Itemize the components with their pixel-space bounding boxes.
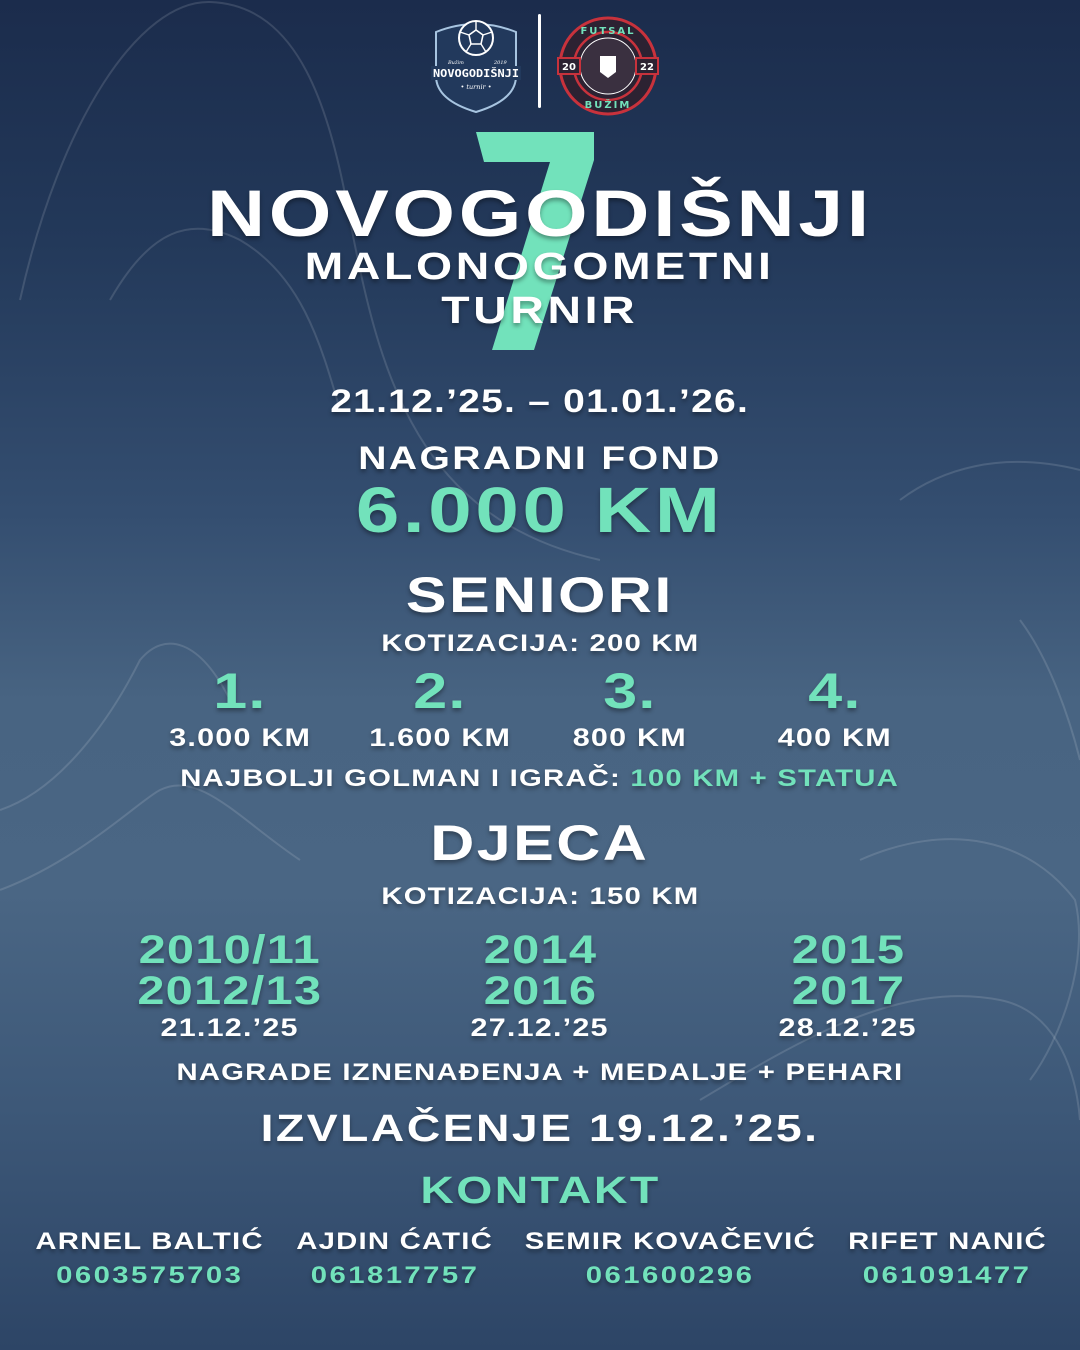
prize-fund-value: 6.000 KM xyxy=(356,474,724,546)
place-amount: 400 KM xyxy=(777,724,893,752)
contact-name: SEMIR KOVAČEVIĆ xyxy=(524,1228,816,1255)
group-date: 21.12.’25 xyxy=(160,1014,300,1042)
best-award-value: 100 KM + STATUA xyxy=(630,765,900,792)
seniors-prizes xyxy=(0,662,1080,762)
place-amount: 1.600 KM xyxy=(368,724,511,752)
kids-fee: KOTIZACIJA: 150 KM xyxy=(380,883,700,910)
group-date: 27.12.’25 xyxy=(470,1014,610,1042)
contact-phone[interactable]: 061600296 xyxy=(585,1262,755,1289)
kids-prizes: NAGRADE IZNENAĐENJA + MEDALJE + PEHARI xyxy=(176,1059,904,1086)
svg-text:22: 22 xyxy=(640,62,654,73)
group-years: 2010/11 xyxy=(138,928,322,972)
prize-fund-label: NAGRADNI FOND xyxy=(358,440,722,476)
futsal-buzim-logo-icon xyxy=(556,14,660,118)
svg-text:2019: 2019 xyxy=(494,60,507,66)
contact-person xyxy=(30,1226,270,1292)
svg-text:NOVOGODIŠNJI: NOVOGODIŠNJI xyxy=(433,67,519,80)
kids-title: DJECA xyxy=(430,815,650,871)
place-amount: 3.000 KM xyxy=(168,724,311,752)
svg-text:20: 20 xyxy=(562,62,576,73)
tournament-dates: 21.12.’25. – 01.01.’26. xyxy=(330,383,750,419)
group-date: 28.12.’25 xyxy=(778,1014,918,1042)
age-group xyxy=(120,930,340,1044)
place-rank: 1. xyxy=(213,663,267,719)
place-4 xyxy=(740,662,930,754)
group-years: 2012/13 xyxy=(137,969,323,1013)
place-2 xyxy=(340,662,540,754)
contact-name: ARNEL BALTIĆ xyxy=(35,1228,265,1255)
seniors-title: SENIORI xyxy=(406,567,674,623)
age-group xyxy=(748,930,948,1044)
svg-text:BUŽIM: BUŽIM xyxy=(584,100,632,111)
place-rank: 2. xyxy=(413,663,467,719)
best-player-award xyxy=(0,763,1080,795)
title-main: NOVOGODIŠNJI xyxy=(207,176,873,250)
place-1 xyxy=(140,662,340,754)
svg-text:FUTSAL: FUTSAL xyxy=(580,26,636,37)
novogodisnji-turnir-logo-icon xyxy=(426,14,526,114)
group-years: 2016 xyxy=(483,969,597,1013)
header-logos xyxy=(420,12,680,112)
contact-title: KONTAKT xyxy=(419,1170,661,1212)
logo-divider xyxy=(538,14,541,108)
contact-phone[interactable]: 061091477 xyxy=(862,1262,1032,1289)
place-amount: 800 KM xyxy=(572,724,688,752)
kids-age-groups xyxy=(0,930,1080,1050)
place-rank: 3. xyxy=(603,663,657,719)
group-years: 2014 xyxy=(483,928,597,972)
contact-person xyxy=(842,1226,1052,1292)
age-group xyxy=(440,930,640,1044)
contact-person xyxy=(518,1226,822,1292)
contact-name: RIFET NANIĆ xyxy=(847,1228,1047,1255)
svg-text:• turnir •: • turnir • xyxy=(460,83,492,91)
svg-text:Bužim: Bužim xyxy=(448,60,464,66)
contact-phone[interactable]: 061817757 xyxy=(310,1262,480,1289)
place-rank: 4. xyxy=(808,663,862,719)
title-line-2: MALONOGOMETNI xyxy=(305,246,775,288)
title-line-3: TURNIR xyxy=(441,290,639,332)
best-award-label: NAJBOLJI GOLMAN I IGRAČ: xyxy=(180,765,622,792)
seniors-fee: KOTIZACIJA: 200 KM xyxy=(380,630,700,657)
contact-person xyxy=(290,1226,500,1292)
group-years: 2017 xyxy=(791,969,905,1013)
contact-phone[interactable]: 0603575703 xyxy=(56,1262,244,1289)
contact-name: AJDIN ĆATIĆ xyxy=(296,1228,494,1255)
group-years: 2015 xyxy=(791,928,905,972)
contact-list xyxy=(0,1226,1080,1296)
place-3 xyxy=(540,662,720,754)
draw-date: IZVLAČENJE 19.12.’25. xyxy=(260,1108,820,1150)
